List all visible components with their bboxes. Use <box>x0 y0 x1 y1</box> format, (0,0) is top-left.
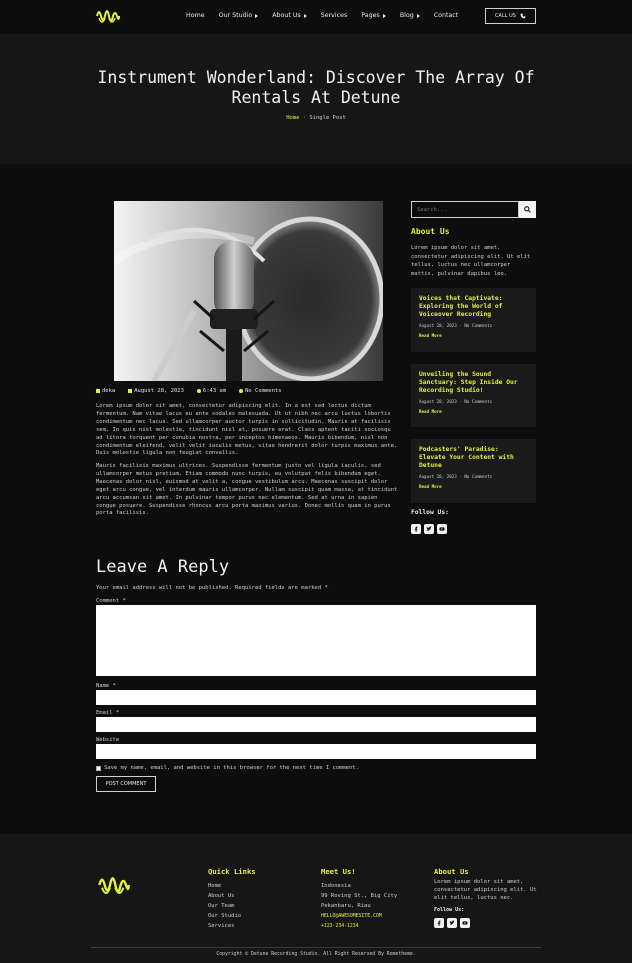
nav-pages[interactable]: Pages <box>361 12 386 19</box>
footer-address-line: 99 Roving St., Big City <box>321 892 398 899</box>
search-icon <box>524 206 531 213</box>
comment-field[interactable] <box>96 605 536 676</box>
email-label-text: Email <box>96 710 116 716</box>
page-title: Instrument Wonderland: Discover The Array Of Rentals At Detune <box>97 68 535 107</box>
recent-post-card[interactable] <box>411 364 536 427</box>
footer-quick-links-title: Quick Links <box>208 867 256 876</box>
recent-post-title[interactable]: Unveiling the Sound Sanctuary: Step Inside Our Recording Studio! <box>419 371 518 394</box>
user-icon <box>96 389 100 393</box>
nav-our-studio[interactable]: Our Studio <box>219 12 259 19</box>
recent-post-meta: August 28, 2023 · No Comments <box>419 399 493 404</box>
sidebar-follow-label: Follow Us: <box>411 509 449 516</box>
youtube-icon[interactable] <box>460 918 470 928</box>
save-consent <box>96 765 359 771</box>
caret-right-icon <box>383 14 386 18</box>
recent-post-card[interactable] <box>411 439 536 503</box>
name-field[interactable] <box>96 690 536 705</box>
facebook-icon[interactable] <box>434 918 444 928</box>
recent-post-title[interactable]: Voices that Captivate: Exploring the World of Voiceover Recording <box>419 295 503 318</box>
sidebar-social-links <box>411 524 447 534</box>
call-us-label: CALL US <box>495 13 516 19</box>
sidebar-search <box>411 201 536 218</box>
post-comments[interactable] <box>239 388 281 394</box>
post-author[interactable] <box>96 388 115 394</box>
save-consent-label: Save my name, email, and website in this browser for the next time I comment. <box>104 765 359 771</box>
reply-title: Leave A Reply <box>96 557 230 577</box>
reply-note-text: Your email address will not be published. Required fields are marked <box>96 585 325 591</box>
nav-blog[interactable]: Blog <box>400 12 420 19</box>
main-nav <box>186 12 472 19</box>
recent-post-meta: August 28, 2023 · No Comments <box>419 323 493 328</box>
nav-services[interactable]: Services <box>320 12 348 19</box>
recent-post-meta: August 28, 2023 · No Comments <box>419 474 493 479</box>
microphone-photo <box>114 201 383 381</box>
post-comments-text: No Comments <box>245 388 282 394</box>
footer-about-title: About Us <box>434 867 469 876</box>
youtube-icon[interactable] <box>437 524 447 534</box>
caret-right-icon <box>304 14 307 18</box>
post-time <box>197 388 226 394</box>
footer-meet-title: Meet Us! <box>321 867 356 876</box>
footer-link-about[interactable]: About Us <box>208 892 235 899</box>
breadcrumb <box>0 115 632 121</box>
post-time-text: 6:43 am <box>202 388 227 394</box>
post-paragraph-2: Mauris facilisis maximus ultrices. Suspendisse fermentum justo vel ligula iaculis, sed ullamcorper metus pretium. Etiam commodo nunc turpis, eu volutpat felis bibendum eget. Maecenas dolor nisl, euismod at velit a, congue vestibulum arcu. Maecenas suscipit dolor eget arcu congue, vel interdum mauris ullamcorper. Nullam suscipit quam massa, at tincidunt arcu accumsan sit amet. In pulvinar tempor purus nec elementum. Sed at urna in sapien congue posuere. Suspendisse rhoncus arcu porta maximus varius. Donec mollis quam in purus porta facilisis. <box>96 463 398 517</box>
call-us-button[interactable] <box>485 8 536 24</box>
footer-follow-label: Follow Us: <box>434 907 465 913</box>
clock-icon <box>197 389 201 393</box>
recent-post-title[interactable]: Podcasters' Paradise: Elevate Your Content with Detune <box>419 446 514 469</box>
footer-link-studio[interactable]: Our Studio <box>208 912 242 919</box>
website-label: Website <box>96 737 120 743</box>
caret-right-icon <box>417 14 420 18</box>
required-star: * <box>324 585 328 591</box>
sound-wave-logo[interactable] <box>98 869 130 901</box>
calendar-icon <box>128 389 132 393</box>
footer-link-home[interactable]: Home <box>208 883 222 889</box>
email-label <box>96 710 119 716</box>
footer-social-links <box>434 918 470 928</box>
comment-label-text: Comment <box>96 598 123 604</box>
footer-address-line: Indonesia <box>321 883 351 889</box>
read-more-link[interactable]: Read More <box>419 484 442 489</box>
sound-wave-logo[interactable] <box>96 4 120 28</box>
post-paragraph-1: Lorem ipsum dolor sit amet, consectetur adipiscing elit. In a est sed lectus dictum fermentum. Nam vitae lacus eu ante sodales malesuada. Ut ut nibh nec arcu luctus lobortis condimentum nec lacus. Sed ullamcorper auctor turpis in sollicitudin. Mauris at facilisis sem. In quis nisl molestie, tincidunt nisl at, posuere erat. Class aptent taciti sociosqu ad litora torquent per conubia nostra, per inceptos himenaeos. Mauris bibendum, nisl non condimentum eleifend, velit velit iaculis metus, vitae hendrerit dolor turpis maximus ante. Duis molestie ligula non feugiat convallis. <box>96 403 398 457</box>
comment-icon <box>239 389 243 393</box>
search-input[interactable] <box>411 201 519 218</box>
breadcrumb-home[interactable]: Home <box>286 115 300 121</box>
comment-label <box>96 598 126 604</box>
reply-note <box>96 585 328 591</box>
required-star: * <box>115 710 120 716</box>
footer-link-team[interactable]: Our Team <box>208 902 235 909</box>
required-star: * <box>112 683 116 689</box>
footer-divider <box>91 947 541 948</box>
post-author-name: deka <box>102 388 116 394</box>
nav-home[interactable]: Home <box>186 12 205 19</box>
page-hero <box>0 34 632 164</box>
footer-contact <box>321 882 397 932</box>
save-consent-checkbox[interactable] <box>96 766 101 771</box>
post-meta <box>96 388 282 394</box>
copyright-text: Copyright © Detune Recording Studio. All Right Reserved By Rometheme. <box>216 952 416 957</box>
website-field[interactable] <box>96 744 536 759</box>
footer-quick-links <box>208 882 241 932</box>
post-featured-image <box>114 201 383 381</box>
post-date <box>128 388 184 394</box>
facebook-icon[interactable] <box>411 524 421 534</box>
twitter-icon[interactable] <box>424 524 434 534</box>
footer-email[interactable]: HELLO@AWESOMESITE.COM <box>321 913 382 919</box>
nav-about-us[interactable]: About Us <box>272 12 307 19</box>
caret-right-icon <box>255 14 258 18</box>
post-date-text: August 28, 2023 <box>134 388 184 394</box>
recent-post-card[interactable] <box>411 288 536 352</box>
name-label <box>96 683 116 689</box>
sidebar-about-text: Lorem ipsum dolor sit amet, consectetur adipiscing elit. Ut elit tellus, luctus nec ullamcorper mattis, pulvinar dapibus leo. <box>411 245 531 277</box>
breadcrumb-separator: · <box>299 115 310 121</box>
site-header <box>0 0 632 34</box>
read-more-link[interactable]: Read More <box>419 333 442 338</box>
email-field[interactable] <box>96 717 536 732</box>
read-more-link[interactable]: Read More <box>419 409 442 414</box>
footer-about-text: Lorem ipsum dolor sit amet, consectetur adipiscing elit. Ut elit tellus, luctus nec. <box>434 879 537 902</box>
sidebar-about-title: About Us <box>411 227 450 236</box>
footer-link-services[interactable]: Services <box>208 922 235 929</box>
required-star: * <box>122 598 126 604</box>
nav-contact[interactable]: Contact <box>433 12 459 19</box>
twitter-icon[interactable] <box>447 918 457 928</box>
breadcrumb-current: Single Post <box>309 115 346 121</box>
post-comment-button[interactable]: POST COMMENT <box>96 776 156 792</box>
phone-icon <box>520 13 526 19</box>
footer-address-line: Pekanbaru, Riau <box>321 902 371 909</box>
name-label-text: Name <box>96 683 113 689</box>
search-button[interactable] <box>519 201 536 218</box>
footer-phone[interactable]: +123-234-1234 <box>321 923 359 929</box>
